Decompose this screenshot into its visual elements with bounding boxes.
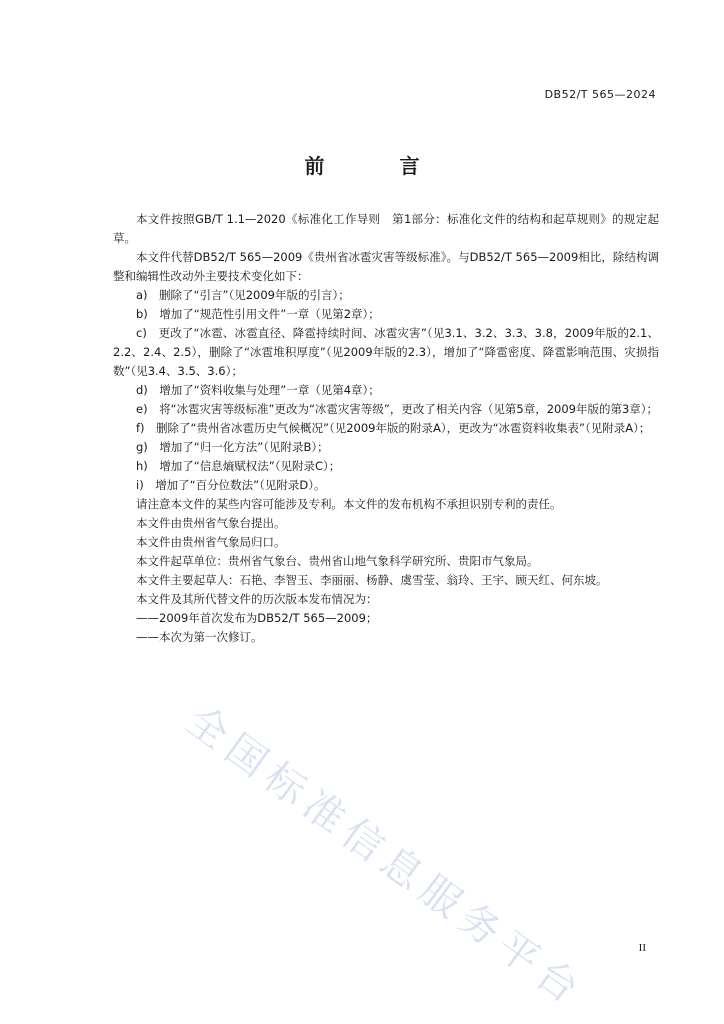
list-item-label: h)	[136, 459, 148, 473]
list-item-label: i)	[136, 478, 144, 492]
list-item-label: e)	[136, 402, 148, 416]
page-number: II	[638, 942, 646, 954]
list-item-text: 删除了“贵州省冰雹历史气候概况”（见2009年版的附录A），更改为“冰雹资料收集表”（见附录A）；	[156, 421, 651, 435]
changes-list	[113, 286, 659, 495]
paragraph-managed-by: 本文件由贵州省气象局归口。	[136, 535, 286, 549]
paragraph-replacement: 本文件代替DB52/T 565—2009《贵州省冰雹灾害等级标准》。与DB52/T 565—2009相比，除结构调整和编辑性改动外主要技术变化如下：	[113, 250, 659, 283]
paragraph-drafting-rules: 本文件按照GB/T 1.1—2020《标准化工作导则 第1部分：标准化文件的结构和起草规则》的规定起草。	[113, 212, 659, 245]
list-item-text: 增加了“资料收集与处理”一章（见第4章）；	[159, 383, 380, 397]
list-item	[113, 438, 659, 457]
list-item-text: 更改了“冰雹、冰雹直径、降雹持续时间、冰雹灾害”（见3.1、3.2、3.3、3.8，2009年版的2.1、2.2、2.4、2.5），删除了“冰雹堆积厚度”（见2009年版的2.3），增加了“降雹密度、降雹影响范围、灾损指数”（见3.4、3.5、3.6）；	[113, 326, 660, 378]
paragraph-history-intro: 本文件及其所代替文件的历次版本发布情况为：	[136, 592, 378, 606]
list-item-text: 增加了“规范性引用文件”一章（见第2章）；	[159, 307, 380, 321]
list-item	[113, 400, 659, 419]
list-item-label: a)	[136, 288, 148, 302]
paragraph-drafting-units: 本文件起草单位：贵州省气象台、贵州省山地气象科学研究所、贵阳市气象局。	[136, 554, 539, 568]
list-item	[113, 305, 659, 324]
list-item	[113, 286, 659, 305]
paragraph-patent-notice: 请注意本文件的某些内容可能涉及专利。本文件的发布机构不承担识别专利的责任。	[136, 497, 562, 511]
list-item-label: c)	[136, 326, 147, 340]
paragraph-drafters: 本文件主要起草人：石艳、李智玉、李丽丽、杨静、虞雪莹、翁玲、王宇、顾天红、何东坡。	[136, 573, 608, 587]
list-item	[113, 419, 659, 438]
list-item	[113, 324, 659, 381]
page-title: 前 言	[304, 154, 454, 178]
list-item-label: g)	[136, 440, 148, 454]
list-item-label: f)	[136, 421, 145, 435]
list-item-text: 删除了“引言”（见2009年版的引言）；	[159, 288, 350, 302]
history-item: ——2009年首次发布为DB52/T 565—2009；	[136, 611, 378, 625]
history-item: ——本次为第一次修订。	[136, 630, 263, 644]
list-item-text: 将“冰雹灾害等级标准”更改为“冰雹灾害等级”，更改了相关内容（见第5章，2009年版的第3章）；	[159, 402, 659, 416]
list-item-text: 增加了“百分位数法”（见附录D）。	[155, 478, 326, 492]
foreword-body	[113, 210, 659, 647]
document-id: DB52/T 565—2024	[544, 88, 656, 101]
list-item-label: d)	[136, 383, 148, 397]
watermark: 全国标准信息服务平台	[177, 697, 594, 1017]
list-item-label: b)	[136, 307, 148, 321]
paragraph-proposed-by: 本文件由贵州省气象台提出。	[136, 516, 286, 530]
list-item-text: 增加了“信息熵赋权法”（见附录C）；	[159, 459, 341, 473]
list-item	[113, 381, 659, 400]
list-item	[113, 476, 659, 495]
list-item	[113, 457, 659, 476]
list-item-text: 增加了“归一化方法”（见附录B）；	[159, 440, 329, 454]
